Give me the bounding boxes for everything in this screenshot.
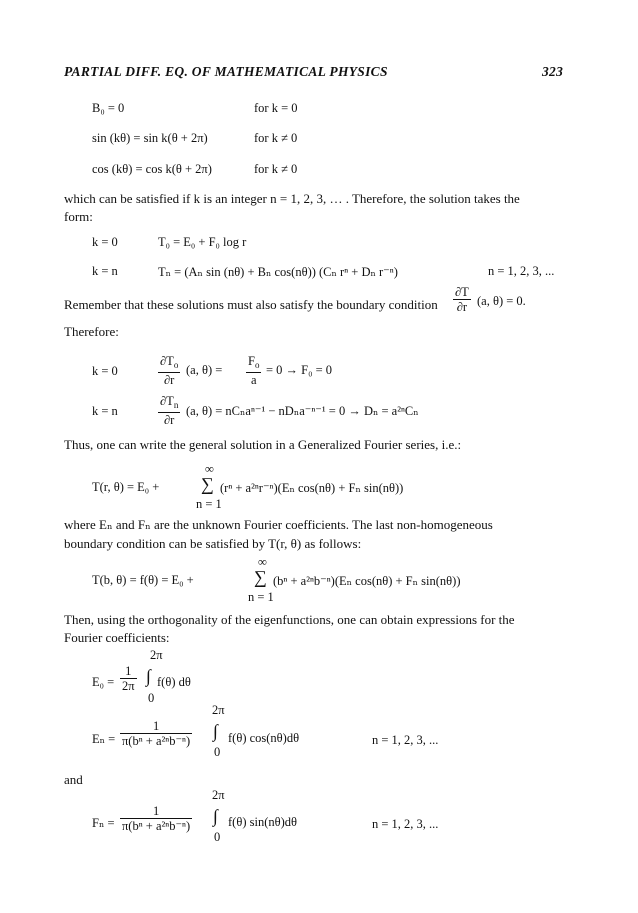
E0-lhs: E₀ =: [92, 675, 115, 689]
integral-upper-limit: 2π: [150, 648, 163, 662]
paragraph-line: Fourier coefficients:: [64, 630, 170, 645]
partial-derivative: $\frac{\partial T_n}{\partial r}$: [160, 394, 179, 427]
condition-eq-1: B₀ = 0: [92, 101, 125, 115]
fraction: $\frac{1}{2\pi}$: [122, 664, 135, 693]
bc-k0-mid: (a, θ) =: [186, 363, 223, 377]
bc-rhs: (a, θ) = 0.: [477, 294, 526, 308]
paragraph-line: Thus, one can write the general solution in a Generalized Fourier series, i.e.:: [64, 437, 462, 452]
paragraph-line: form:: [64, 209, 93, 224]
Fn-range: n = 1, 2, 3, ...: [372, 817, 439, 831]
Fn-integrand: f(θ) sin(nθ)dθ: [228, 815, 297, 829]
general-solution-lhs: T(r, θ) = E₀ +: [92, 480, 160, 494]
solution-kn-case: k = n: [92, 264, 118, 278]
running-header: PARTIAL DIFF. EQ. OF MATHEMATICAL PHYSICS: [64, 64, 388, 79]
sum-upper-limit: ∞: [258, 555, 267, 569]
bc-k0-case: k = 0: [92, 364, 118, 378]
boundary-solution-lhs: T(b, θ) = f(θ) = E₀ +: [92, 573, 194, 587]
paragraph-line: and: [64, 772, 83, 787]
En-integrand: f(θ) cos(nθ)dθ: [228, 731, 300, 745]
En-lhs: Eₙ =: [92, 732, 116, 746]
partial-derivative: $\frac{\partial T}{\partial r}$: [455, 285, 469, 314]
integral-symbol: ∫: [213, 721, 218, 741]
Fn-lhs: Fₙ =: [92, 816, 115, 830]
integral-upper-limit: 2π: [212, 703, 225, 717]
fraction: $\frac{1}{\text{π(bⁿ + a²ⁿb⁻ⁿ)}}$: [122, 804, 191, 833]
paragraph-line: boundary condition can be satisfied by T(r, θ) as follows:: [64, 536, 362, 551]
solution-k0-eq: T₀ = E₀ + F₀ log r: [158, 235, 247, 249]
integral-upper-limit: 2π: [212, 788, 225, 802]
solution-kn-range: n = 1, 2, 3, ...: [488, 264, 555, 278]
sum-upper-limit: ∞: [205, 462, 214, 476]
integral-lower-limit: 0: [214, 830, 221, 844]
paragraph-line: Therefore:: [64, 324, 119, 339]
bc-kn-case: k = n: [92, 404, 118, 418]
page-number: 323: [542, 64, 564, 79]
paragraph-line: Then, using the orthogonality of the eigenfunctions, one can obtain expressions for the: [64, 612, 515, 627]
condition-eq-2: sin (kθ) = sin k(θ + 2π): [92, 131, 208, 145]
sum-lower-limit: n = 1: [196, 497, 222, 511]
boundary-solution-rhs: (bⁿ + a²ⁿb⁻ⁿ)(Eₙ cos(nθ) + Fₙ sin(nθ)): [273, 574, 461, 588]
paragraph-line: which can be satisfied if k is an integer n = 1, 2, 3, … . Therefore, the solution takes the: [64, 191, 520, 206]
integral-lower-limit: 0: [148, 691, 155, 705]
paragraph-line: where Eₙ and Fₙ are the unknown Fourier coefficients. The last non-homogeneous: [64, 517, 493, 532]
bc-kn-mid: (a, θ) = nCₙaⁿ⁻¹ − nDₙa⁻ⁿ⁻¹ = 0 → Dₙ = a²ⁿCₙ: [186, 404, 419, 418]
general-solution-rhs: (rⁿ + a²ⁿr⁻ⁿ)(Eₙ cos(nθ) + Fₙ sin(nθ)): [220, 481, 404, 495]
paragraph-line: Remember that these solutions must also satisfy the boundary condition: [64, 297, 438, 312]
fraction: $\frac{1}{\text{π(bⁿ + a²ⁿb⁻ⁿ)}}$: [122, 719, 191, 748]
condition-eq-3: cos (kθ) = cos k(θ + 2π): [92, 162, 212, 176]
integral-symbol: ∫: [213, 806, 218, 826]
condition-range-2: for k ≠ 0: [254, 131, 298, 145]
bc-k0-rhs: = 0 → F₀ = 0: [266, 363, 333, 377]
partial-derivative: $\frac{\partial T_o}{\partial r}$: [160, 354, 179, 387]
E0-integrand: f(θ) dθ: [157, 675, 191, 689]
sum-symbol: ∑: [201, 474, 214, 494]
En-range: n = 1, 2, 3, ...: [372, 733, 439, 747]
integral-symbol: ∫: [146, 666, 151, 686]
integral-lower-limit: 0: [214, 745, 221, 759]
condition-range-3: for k ≠ 0: [254, 162, 298, 176]
solution-kn-eq: Tₙ = (Aₙ sin (nθ) + Bₙ cos(nθ)) (Cₙ rⁿ + Dₙ r⁻ⁿ): [158, 265, 398, 279]
solution-k0-case: k = 0: [92, 235, 118, 249]
sum-symbol: ∑: [254, 567, 267, 587]
fraction: $\frac{F_o}{a}$: [248, 354, 260, 387]
sum-lower-limit: n = 1: [248, 590, 274, 604]
condition-range-1: for k = 0: [254, 101, 298, 115]
